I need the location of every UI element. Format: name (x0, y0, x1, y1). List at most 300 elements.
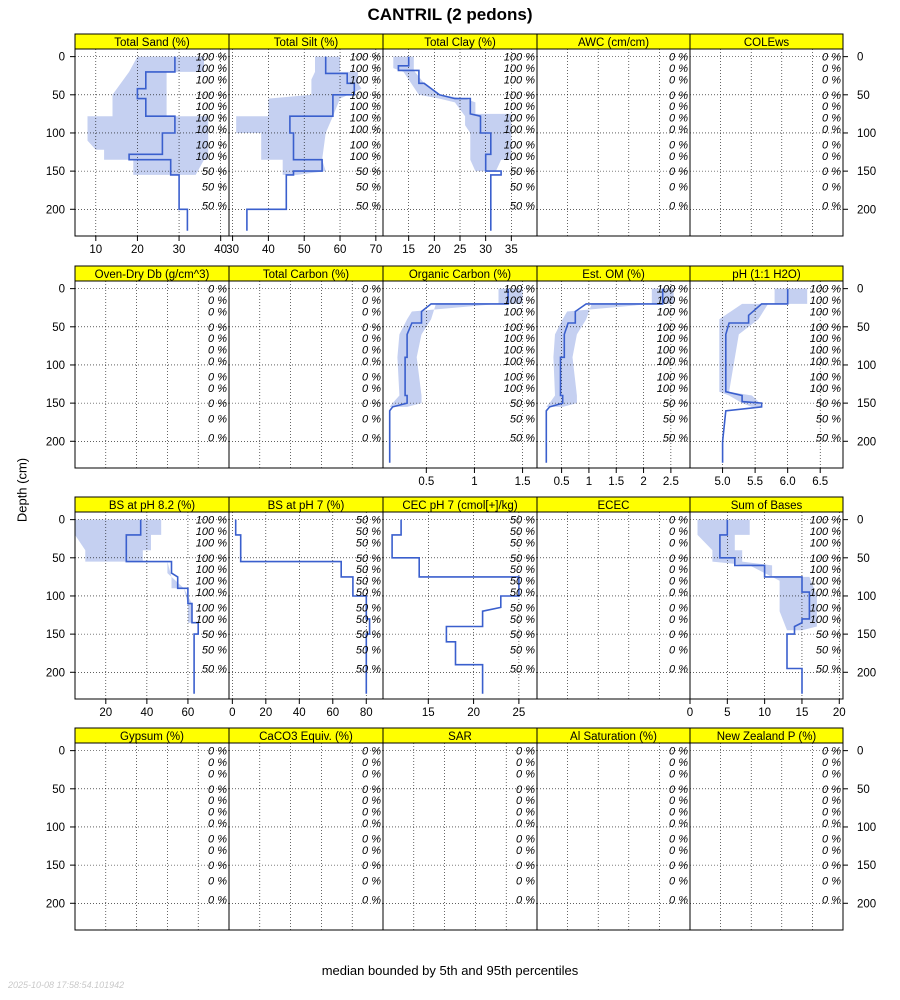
pct-label: 100 % (503, 74, 535, 87)
depth-tick-label-left: 100 (45, 127, 65, 140)
pct-label: 0 % (669, 587, 688, 600)
pct-label: 100 % (809, 321, 841, 334)
pct-label: 100 % (349, 51, 381, 64)
pct-label: 0 % (822, 63, 841, 76)
x-tick-label: 25 (453, 244, 467, 256)
pct-label: 0 % (669, 101, 688, 114)
x-tick-label: 20 (832, 707, 846, 719)
pct-label: 100 % (195, 89, 227, 102)
pct-label: 50 % (509, 575, 535, 588)
pct-label: 0 % (669, 552, 688, 565)
pct-label: 100 % (656, 333, 688, 346)
pct-label: 100 % (809, 575, 841, 588)
depth-tick-label-left: 150 (45, 860, 65, 873)
depth-tick-label-left: 150 (45, 166, 65, 179)
pct-label: 50 % (201, 166, 227, 179)
pct-label: 100 % (349, 89, 381, 102)
pct-label: 0 % (669, 745, 688, 758)
pct-label: 50 % (509, 526, 535, 539)
pct-label: 0 % (362, 894, 381, 907)
percentile-band (719, 289, 807, 407)
pct-label: 50 % (355, 613, 381, 626)
pct-label: 100 % (503, 63, 535, 76)
pct-label: 0 % (208, 371, 227, 384)
pct-label: 100 % (809, 295, 841, 308)
median-line (392, 520, 519, 694)
pct-label: 100 % (656, 283, 688, 296)
pct-label: 100 % (809, 333, 841, 346)
panel-12 (229, 497, 383, 719)
pct-label: 50 % (355, 564, 381, 577)
pct-label: 100 % (809, 526, 841, 539)
pct-label: 100 % (349, 74, 381, 87)
panel-18 (383, 728, 537, 930)
panel-title: New Zealand P (%) (716, 731, 817, 743)
pct-label: 0 % (822, 89, 841, 102)
pct-label: 0 % (208, 306, 227, 319)
x-tick-label: 60 (333, 244, 347, 256)
panel-frame (75, 281, 229, 468)
pct-label: 0 % (516, 894, 535, 907)
pct-label: 50 % (355, 166, 381, 179)
pct-label: 100 % (195, 587, 227, 600)
pct-label: 100 % (503, 139, 535, 152)
depth-tick-label-left: 0 (58, 745, 65, 758)
depth-tick-label-right: 200 (857, 436, 877, 449)
pct-label: 50 % (201, 629, 227, 642)
pct-label: 0 % (208, 333, 227, 346)
pct-label: 0 % (669, 844, 688, 857)
pct-label: 100 % (195, 602, 227, 615)
depth-axis-row-3 (46, 515, 876, 680)
x-tick-label: 15 (402, 244, 416, 256)
pct-label: 0 % (208, 833, 227, 846)
pct-label: 100 % (503, 124, 535, 137)
pct-label: 0 % (362, 398, 381, 411)
panel-title: BS at pH 7 (%) (267, 500, 345, 512)
pct-label: 100 % (195, 150, 227, 163)
x-tick-label: 30 (226, 244, 239, 256)
panel-title: CEC pH 7 (cmol[+]/kg) (402, 500, 518, 512)
pct-label: 0 % (208, 745, 227, 758)
pct-label: 50 % (509, 602, 535, 615)
pct-label: 100 % (195, 74, 227, 87)
pct-label: 50 % (355, 181, 381, 194)
pct-label: 0 % (362, 356, 381, 369)
pct-label: 0 % (669, 124, 688, 137)
pct-label: 100 % (503, 321, 535, 334)
pct-label: 0 % (362, 860, 381, 873)
pct-label: 0 % (669, 894, 688, 907)
pct-label: 100 % (809, 371, 841, 384)
panel-title: COLEws (743, 37, 790, 49)
pct-label: 0 % (362, 795, 381, 808)
pct-label: 0 % (208, 398, 227, 411)
pct-label: 100 % (809, 564, 841, 577)
pct-label: 0 % (822, 124, 841, 137)
pct-label: 50 % (815, 413, 841, 426)
x-tick-label: 20 (427, 244, 441, 256)
depth-tick-label-left: 0 (58, 514, 65, 527)
pct-label: 50 % (815, 644, 841, 657)
pct-label: 100 % (503, 89, 535, 102)
pct-label: 0 % (669, 526, 688, 539)
depth-tick-label-left: 50 (52, 783, 65, 796)
pct-label: 100 % (195, 63, 227, 76)
x-tick-label: 0.5 (553, 476, 570, 488)
pct-label: 50 % (509, 564, 535, 577)
pct-label: 100 % (656, 344, 688, 357)
depth-tick-label-left: 200 (45, 204, 65, 217)
pct-label: 0 % (208, 283, 227, 296)
pct-label: 0 % (669, 818, 688, 831)
depth-tick-label-right: 150 (857, 629, 877, 642)
pct-label: 0 % (669, 783, 688, 796)
pct-label: 0 % (362, 413, 381, 426)
pct-label: 0 % (822, 150, 841, 163)
pct-label: 0 % (822, 166, 841, 179)
x-tick-label: 60 (181, 707, 195, 719)
x-tick-label: 6.0 (779, 476, 796, 488)
x-tick-label: 20 (131, 244, 144, 256)
pct-label: 0 % (669, 795, 688, 808)
pct-label: 0 % (516, 875, 535, 888)
percentile-band (546, 289, 673, 407)
pct-label: 0 % (208, 806, 227, 819)
pct-label: 50 % (509, 613, 535, 626)
panel-5 (690, 34, 843, 236)
pct-label: 0 % (362, 333, 381, 346)
panel-9 (537, 266, 690, 488)
pct-label: 50 % (355, 514, 381, 527)
panel-17 (229, 728, 383, 930)
pct-label: 100 % (349, 150, 381, 163)
pct-label: 0 % (669, 613, 688, 626)
panel-title: AWC (cm/cm) (577, 37, 650, 49)
pct-label: 0 % (516, 783, 535, 796)
depth-tick-label-left: 0 (58, 51, 65, 64)
panel-19 (537, 728, 690, 930)
pct-label: 100 % (195, 564, 227, 577)
x-tick-label: 40 (214, 244, 228, 256)
pct-label: 100 % (349, 139, 381, 152)
pct-label: 100 % (503, 101, 535, 114)
pct-label: 0 % (669, 89, 688, 102)
depth-tick-label-right: 100 (857, 127, 877, 140)
panel-title: Est. OM (%) (582, 269, 645, 281)
pct-label: 0 % (208, 432, 227, 445)
pct-label: 100 % (349, 124, 381, 137)
pct-label: 0 % (362, 745, 381, 758)
timestamp: 2025-10-08 17:58:54.101942 (8, 980, 125, 990)
pct-label: 0 % (822, 181, 841, 194)
pct-label: 50 % (815, 629, 841, 642)
depth-tick-label-right: 100 (857, 590, 877, 603)
pct-label: 0 % (669, 663, 688, 676)
pct-label: 0 % (362, 432, 381, 445)
x-tick-label: 50 (297, 244, 311, 256)
panel-2 (226, 34, 383, 256)
panel-frame (690, 49, 843, 236)
pct-label: 0 % (208, 783, 227, 796)
x-tick-label: 10 (89, 244, 103, 256)
pct-label: 0 % (669, 514, 688, 527)
pct-label: 100 % (656, 321, 688, 334)
panel-title: SAR (448, 731, 472, 743)
pct-label: 100 % (809, 344, 841, 357)
median-line (236, 520, 370, 694)
pct-label: 0 % (362, 768, 381, 781)
pct-label: 0 % (362, 818, 381, 831)
pct-label: 100 % (809, 537, 841, 550)
pct-label: 100 % (195, 575, 227, 588)
pct-label: 50 % (509, 200, 535, 213)
pct-label: 0 % (362, 371, 381, 384)
panel-16 (75, 728, 229, 930)
pct-label: 50 % (662, 398, 688, 411)
pct-label: 0 % (362, 783, 381, 796)
pct-label: 0 % (516, 833, 535, 846)
depth-tick-label-right: 150 (857, 166, 877, 179)
pct-label: 0 % (362, 844, 381, 857)
x-tick-label: 20 (259, 707, 273, 719)
panel-title: Sum of Bases (730, 500, 803, 512)
pct-label: 0 % (669, 644, 688, 657)
panel-title: Total Carbon (%) (262, 269, 350, 281)
x-tick-label: 40 (261, 244, 275, 256)
x-tick-label: 5.5 (747, 476, 764, 488)
depth-tick-label-right: 50 (857, 552, 870, 565)
panel-13 (383, 497, 537, 719)
pct-label: 100 % (809, 602, 841, 615)
panel-6 (75, 266, 229, 468)
pct-label: 50 % (662, 413, 688, 426)
pct-label: 100 % (503, 306, 535, 319)
pct-label: 0 % (208, 344, 227, 357)
pct-label: 0 % (208, 795, 227, 808)
pct-label: 50 % (509, 398, 535, 411)
pct-label: 100 % (503, 356, 535, 369)
x-tick-label: 80 (359, 707, 373, 719)
pct-label: 0 % (516, 860, 535, 873)
depth-tick-label-left: 50 (52, 321, 65, 334)
depth-tick-label-right: 200 (857, 898, 877, 911)
panel-4 (537, 34, 690, 236)
pct-label: 0 % (669, 139, 688, 152)
percentile-band (698, 520, 817, 631)
pct-label: 0 % (669, 166, 688, 179)
panel-7 (229, 266, 383, 468)
pct-label: 100 % (809, 514, 841, 527)
depth-tick-label-left: 200 (45, 436, 65, 449)
pct-label: 50 % (355, 200, 381, 213)
pct-label: 100 % (195, 112, 227, 125)
pct-label: 0 % (669, 150, 688, 163)
pct-label: 50 % (509, 644, 535, 657)
pct-label: 0 % (208, 413, 227, 426)
pct-label: 50 % (509, 432, 535, 445)
panel-title: BS at pH 8.2 (%) (108, 500, 196, 512)
panel-title: Organic Carbon (%) (408, 269, 512, 281)
pct-label: 50 % (201, 663, 227, 676)
panel-title: Total Silt (%) (273, 37, 339, 49)
percentile-band (390, 289, 523, 407)
panel-3 (383, 34, 537, 256)
pct-label: 0 % (822, 795, 841, 808)
depth-tick-label-left: 50 (52, 89, 65, 102)
pct-label: 100 % (809, 587, 841, 600)
pct-label: 100 % (503, 295, 535, 308)
pct-label: 0 % (516, 818, 535, 831)
pct-label: 0 % (822, 844, 841, 857)
x-tick-label: 40 (292, 707, 306, 719)
pct-label: 100 % (349, 101, 381, 114)
pct-label: 0 % (362, 833, 381, 846)
x-tick-label: 5 (724, 707, 731, 719)
pct-label: 100 % (503, 371, 535, 384)
pct-label: 0 % (208, 860, 227, 873)
panel-frame (537, 512, 690, 699)
pct-label: 0 % (822, 757, 841, 770)
pct-label: 0 % (362, 306, 381, 319)
panel-title: Gypsum (%) (120, 731, 184, 743)
depth-tick-label-right: 0 (857, 514, 864, 527)
x-tick-label: 1.5 (514, 476, 531, 488)
pct-label: 0 % (822, 860, 841, 873)
x-tick-label: 1.5 (608, 476, 625, 488)
panel-frame (229, 281, 383, 468)
pct-label: 0 % (822, 818, 841, 831)
pct-label: 0 % (669, 112, 688, 125)
pct-label: 0 % (516, 844, 535, 857)
depth-tick-label-right: 50 (857, 321, 870, 334)
pct-label: 100 % (809, 382, 841, 395)
pct-label: 0 % (208, 382, 227, 395)
pct-label: 0 % (669, 63, 688, 76)
panel-20 (690, 728, 843, 930)
pct-label: 100 % (809, 306, 841, 319)
pct-label: 100 % (195, 101, 227, 114)
pct-label: 100 % (809, 552, 841, 565)
x-tick-label: 30 (172, 244, 186, 256)
pct-label: 0 % (822, 139, 841, 152)
panel-frame (690, 743, 843, 930)
depth-axis-row-4 (46, 746, 876, 911)
pct-label: 50 % (815, 398, 841, 411)
panel-title: Oven-Dry Db (g/cm^3) (94, 269, 210, 281)
pct-label: 0 % (669, 860, 688, 873)
pct-label: 0 % (822, 806, 841, 819)
pct-label: 0 % (208, 768, 227, 781)
pct-label: 0 % (208, 818, 227, 831)
pct-label: 50 % (201, 181, 227, 194)
x-tick-label: 1 (471, 476, 478, 488)
depth-tick-label-left: 100 (45, 590, 65, 603)
depth-tick-label-right: 150 (857, 860, 877, 873)
depth-tick-label-left: 50 (52, 552, 65, 565)
depth-tick-label-right: 0 (857, 745, 864, 758)
x-tick-label: 0.5 (418, 476, 435, 488)
x-tick-label: 60 (326, 707, 340, 719)
pct-label: 0 % (669, 768, 688, 781)
panel-title: Al Saturation (%) (570, 731, 657, 743)
pct-label: 50 % (509, 587, 535, 600)
pct-label: 0 % (822, 200, 841, 213)
pct-label: 50 % (509, 181, 535, 194)
pct-label: 0 % (362, 757, 381, 770)
pct-label: 0 % (669, 51, 688, 64)
pct-label: 0 % (516, 768, 535, 781)
pct-label: 0 % (822, 745, 841, 758)
pct-label: 100 % (809, 613, 841, 626)
panel-15 (687, 497, 846, 719)
chart-title: CANTRIL (2 pedons) (367, 5, 533, 24)
pct-label: 50 % (509, 514, 535, 527)
pct-label: 0 % (822, 894, 841, 907)
pct-label: 50 % (509, 166, 535, 179)
pct-label: 50 % (355, 663, 381, 676)
pct-label: 50 % (509, 552, 535, 565)
pct-label: 0 % (822, 101, 841, 114)
x-tick-label: 10 (758, 707, 772, 719)
y-axis-label: Depth (cm) (14, 457, 30, 523)
panel-frame (537, 743, 690, 930)
pct-label: 0 % (362, 875, 381, 888)
pct-label: 0 % (669, 575, 688, 588)
depth-tick-label-right: 150 (857, 398, 877, 411)
panel-title: CaCO3 Equiv. (%) (259, 731, 353, 743)
pct-label: 50 % (509, 663, 535, 676)
pct-label: 100 % (195, 139, 227, 152)
pct-label: 0 % (208, 321, 227, 334)
pct-label: 100 % (195, 124, 227, 137)
pct-label: 0 % (822, 783, 841, 796)
pct-label: 100 % (656, 306, 688, 319)
pct-label: 50 % (355, 537, 381, 550)
x-tick-label: 30 (479, 244, 493, 256)
pct-label: 100 % (503, 150, 535, 163)
panel-title: Total Sand (%) (114, 37, 190, 49)
pct-label: 0 % (362, 295, 381, 308)
x-tick-label: 5.0 (714, 476, 731, 488)
pct-label: 50 % (201, 644, 227, 657)
pct-label: 0 % (208, 757, 227, 770)
pct-label: 100 % (195, 613, 227, 626)
panel-frame (229, 743, 383, 930)
x-tick-label: 2 (640, 476, 647, 488)
depth-tick-label-left: 100 (45, 359, 65, 372)
x-tick-label: 15 (421, 707, 435, 719)
pct-label: 0 % (362, 806, 381, 819)
panel-title: Total Clay (%) (424, 37, 496, 49)
pct-label: 0 % (822, 768, 841, 781)
depth-tick-label-left: 100 (45, 821, 65, 834)
pct-label: 50 % (815, 663, 841, 676)
panel-frame (75, 743, 229, 930)
x-tick-label: 25 (512, 707, 526, 719)
pct-label: 0 % (362, 321, 381, 334)
pct-label: 100 % (195, 552, 227, 565)
pct-label: 50 % (509, 413, 535, 426)
pct-label: 100 % (503, 112, 535, 125)
panel-14 (537, 497, 690, 699)
depth-tick-label-right: 50 (857, 89, 870, 102)
chart-subtitle: median bounded by 5th and 95th percentiles (321, 963, 579, 978)
depth-tick-label-right: 0 (857, 51, 864, 64)
pct-label: 100 % (656, 371, 688, 384)
depth-tick-label-left: 150 (45, 398, 65, 411)
pct-label: 0 % (669, 74, 688, 87)
